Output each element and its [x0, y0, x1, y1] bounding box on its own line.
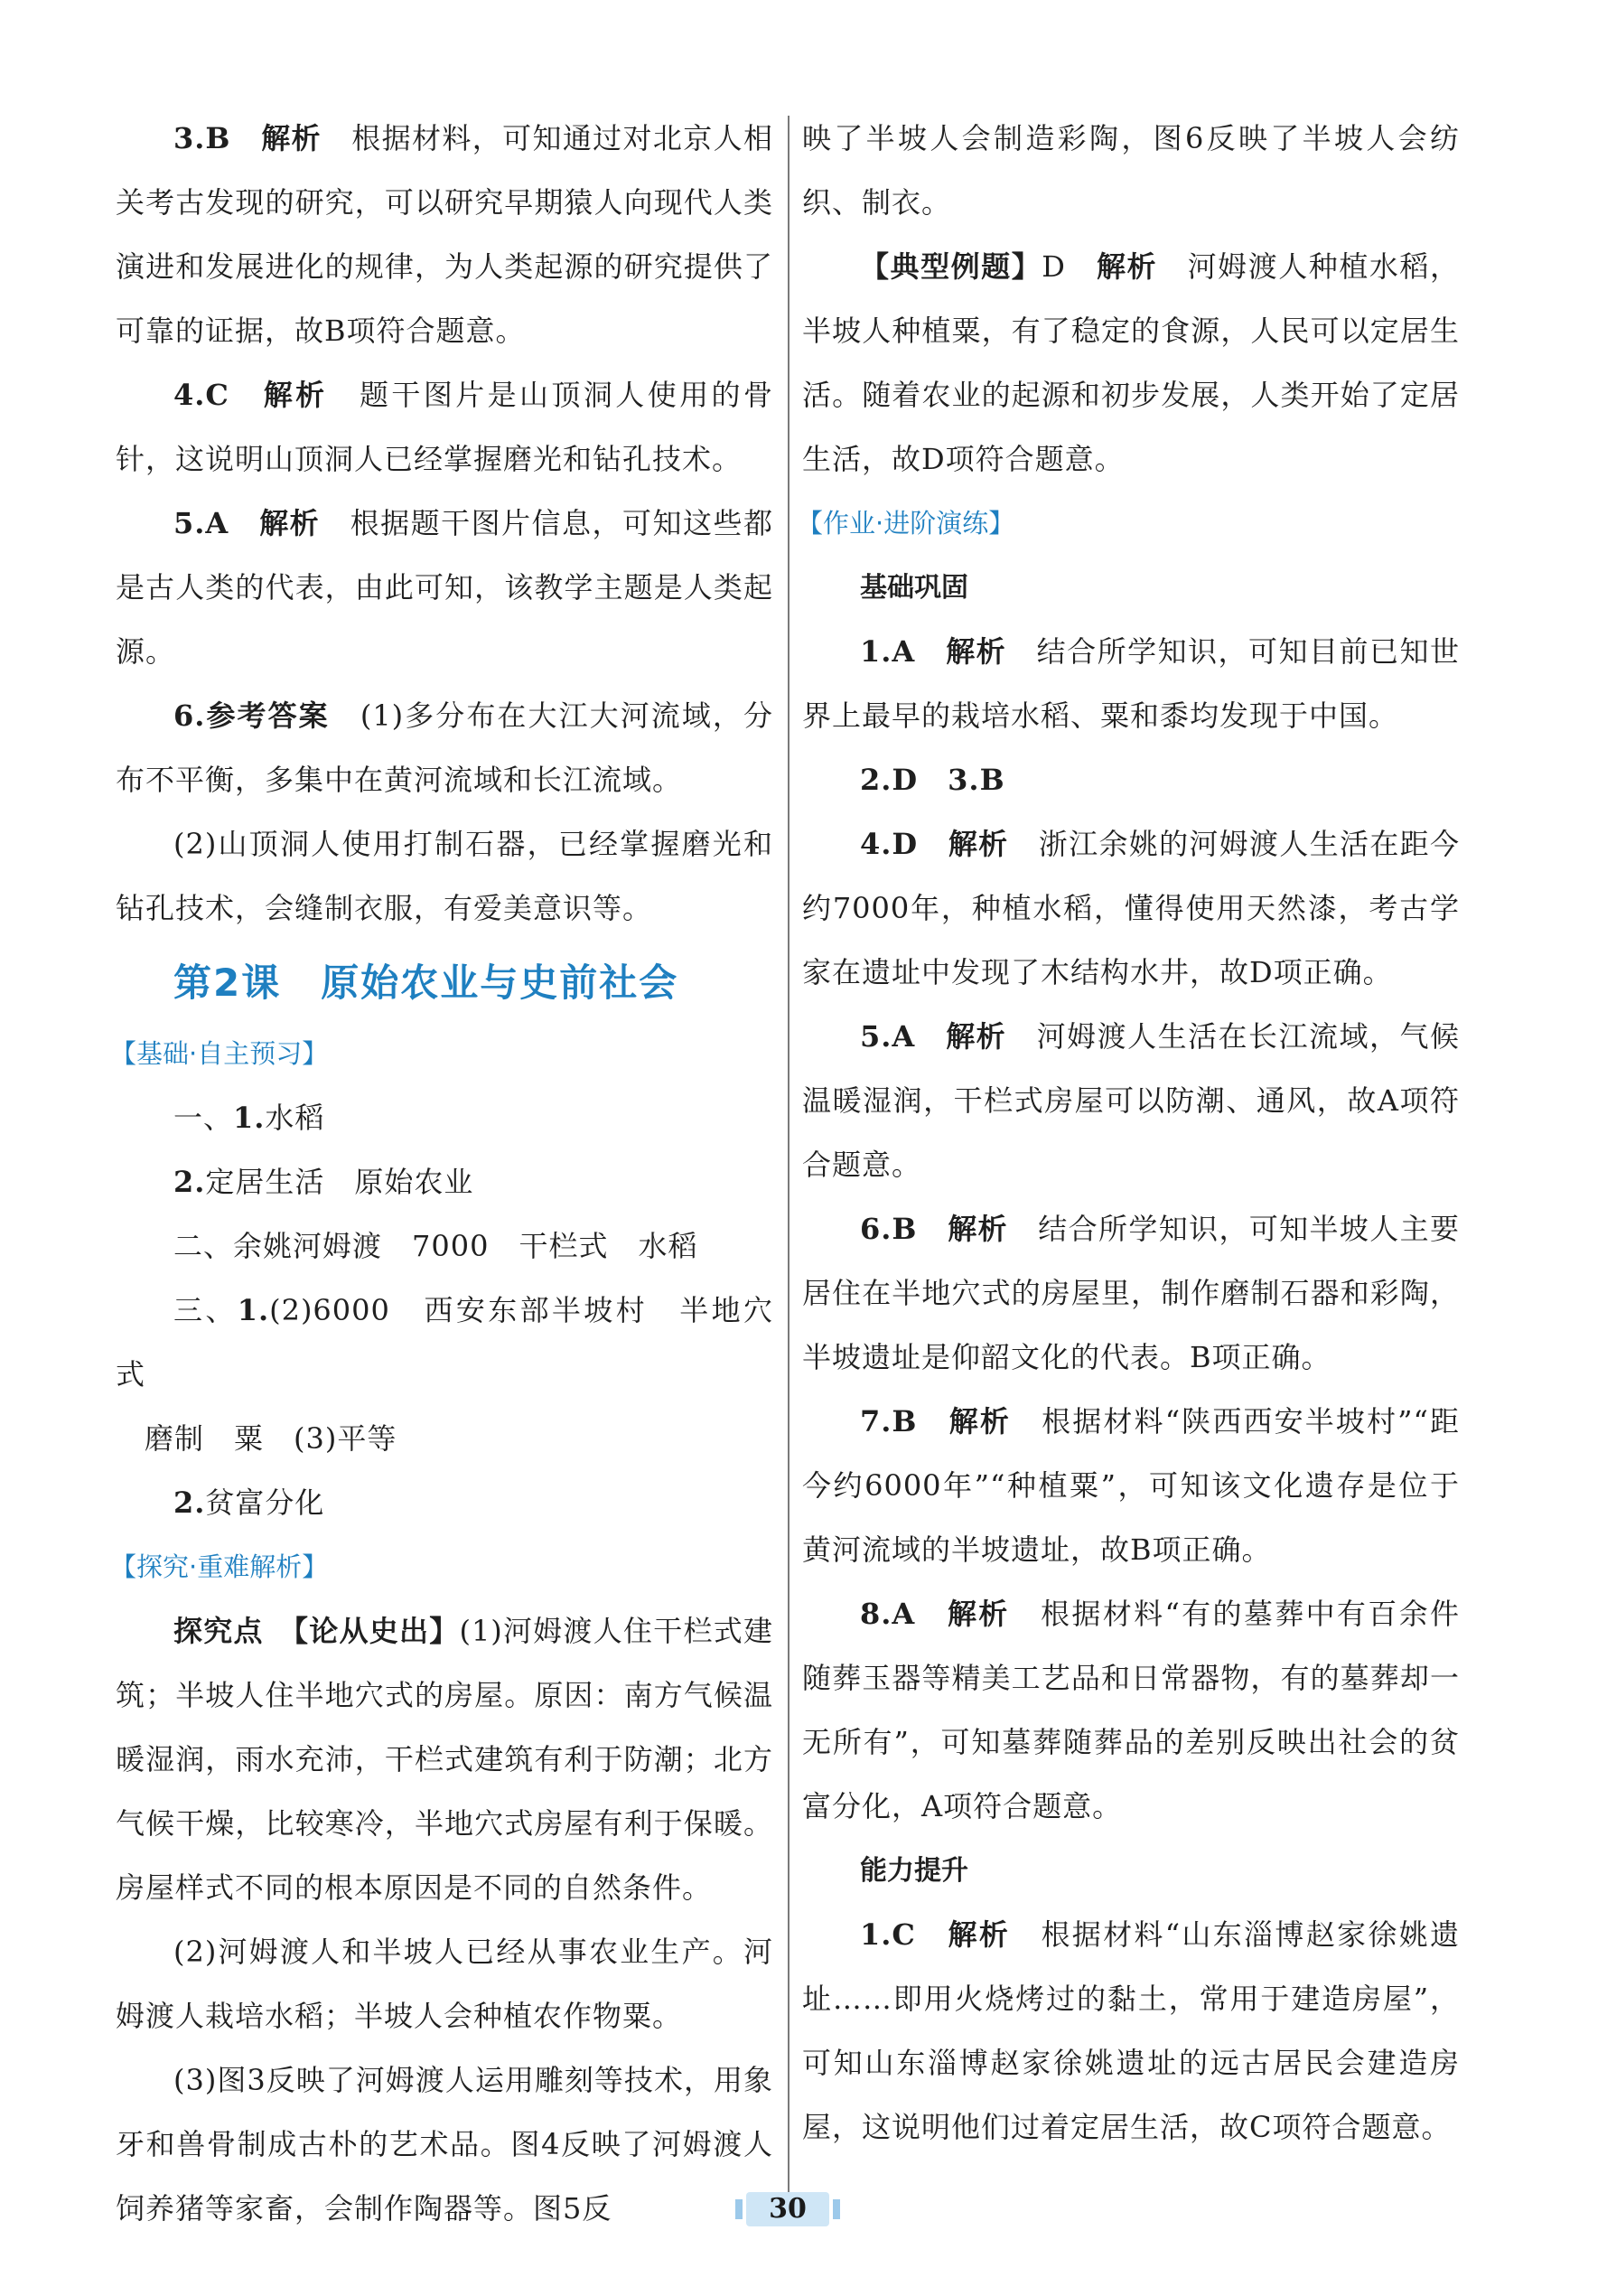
page-number: 30 [746, 2192, 829, 2226]
analysis-label: 解析 [947, 1597, 1010, 1631]
answer-number: 1.C [860, 1917, 916, 1952]
answer-number: 8.A [860, 1597, 916, 1631]
subheading-basic: 基础巩固 [860, 572, 968, 604]
explore-p3: (3)图3反映了河姆渡人运用雕刻等技术，用象牙和兽骨制成古朴的艺术品。图4反映了河姆渡人饲养猪等家畜，会制作陶器等。图5反 [116, 2063, 773, 2226]
analysis-label: 解析 [261, 121, 322, 155]
analysis-label: 解析 [1097, 249, 1158, 284]
answer-q6-part2: (2)山顶洞人使用打制石器，已经掌握磨光和钻孔技术，会缝制衣服，有爱美意识等。 [116, 827, 773, 925]
analysis-label: 解析 [948, 1212, 1008, 1246]
answer-q5 [116, 492, 773, 684]
column-divider [788, 116, 789, 2212]
example-tag: 【典型例题】 [860, 249, 1042, 284]
analysis-label: 解析 [946, 1019, 1007, 1054]
analysis-label: 解析 [946, 634, 1007, 669]
typical-example [802, 235, 1460, 492]
answer-number: 6.B [860, 1212, 918, 1246]
answer-text: 题干图片是山顶洞人使用的骨针，这说明山顶洞人已经掌握磨光和钻孔技术。 [116, 378, 773, 476]
answer-q3 [116, 107, 773, 363]
subheading-ability: 能力提升 [860, 1855, 968, 1887]
basic-prefix: 三、 [173, 1293, 238, 1327]
answer-q6 [116, 684, 773, 812]
section-header-basic: 【基础·自主预习】 [110, 1038, 329, 1069]
explore-tag: 【论从史出】 [293, 1614, 460, 1648]
hw-item-6 [802, 1197, 1460, 1390]
basic-text: 定居生活 原始农业 [205, 1165, 474, 1199]
answer-text: 根据材料“陕西西安半坡村”“距今约6000年”“种植粟”，可知该文化遗存是位于黄河流域的半坡遗址，故B项正确。 [802, 1404, 1460, 1567]
answer-number: 3.B [173, 121, 231, 155]
basic-line-4 [116, 1279, 773, 1407]
basic-number: 2. [173, 1485, 206, 1520]
analysis-label: 解析 [263, 378, 328, 412]
left-column [110, 107, 773, 2241]
answer-text: 根据材料“有的墓葬中有百余件随葬玉器等精美工艺品和日常器物，有的墓葬却一无所有”，可知墓葬随葬品的差别反映出社会的贫富分化，A项符合题意。 [802, 1597, 1460, 1823]
basic-line-5 [116, 1471, 773, 1535]
hw-item-7 [802, 1390, 1460, 1582]
section-header-homework: 【作业·进阶演练】 [797, 508, 1015, 539]
hw-item-5 [802, 1005, 1460, 1197]
basic-line-2 [116, 1150, 773, 1214]
answer-number: 1.A [860, 634, 916, 669]
answer-text: 结合所学知识，可知目前已知世界上最早的栽培水稻、粟和黍均发现于中国。 [802, 634, 1460, 733]
explore-p2: (2)河姆渡人和半坡人已经从事农业生产。河姆渡人栽培水稻；半坡人会种植农作物粟。 [116, 1935, 773, 2033]
analysis-label: 解析 [259, 506, 321, 540]
basic-text: 贫富分化 [205, 1485, 325, 1520]
reference-answer-label: 参考答案 [205, 698, 330, 733]
answer-text: (1)多分布在大江大河流域，分布不平衡，多集中在黄河流域和长江流域。 [116, 698, 773, 797]
basic-line-3 [116, 1214, 773, 1279]
basic-text: (2)6000 西安东部半坡村 半地穴式 [116, 1293, 773, 1392]
analysis-label: 解析 [948, 1404, 1012, 1439]
basic-text: 水稻 [265, 1101, 325, 1135]
answer-number: 4.C [173, 378, 229, 412]
answer-q4 [116, 363, 773, 492]
basic-line-4-cont: 磨制 粟 (3)平等 [145, 1421, 397, 1456]
basic-number: 2. [173, 1165, 206, 1199]
answer-text: 河姆渡人生活在长江流域，气候温暖湿润，干栏式房屋可以防潮、通风，故A项符合题意。 [802, 1019, 1460, 1182]
answer-number: 7.B [860, 1404, 918, 1439]
answer-text: 根据材料，可知通过对北京人相关考古发现的研究，可以研究早期猿人向现代人类演进和发展进化的规律，为人类起源的研究提供了可靠的证据，故B项符合题意。 [116, 121, 773, 348]
answer-text: 浙江余姚的河姆渡人生活在距今约7000年，种植水稻，懂得使用天然漆，考古学家在遗址中发现了木结构水井，故D项正确。 [802, 827, 1460, 989]
answer-number: 6. [173, 698, 206, 733]
answer-number: 2.D 3.B [860, 763, 1005, 797]
basic-prefix: 二、 [173, 1229, 234, 1263]
section-header-explore: 【探究·重难解析】 [110, 1551, 329, 1582]
hw-item-2 [802, 748, 1460, 812]
answer-text: 根据材料“山东淄博赵家徐姚遗址……即用火烧烤过的黏土，常用于建造房屋”，可知山东淄博赵家徐姚遗址的远古居民会建造房屋，这说明他们过着定居生活，故C项符合题意。 [802, 1917, 1460, 2144]
explore-p3-cont: 映了半坡人会制造彩陶，图6反映了半坡人会纺织、制衣。 [802, 121, 1460, 220]
analysis-label: 解析 [948, 1917, 1011, 1952]
basic-number: 1. [237, 1293, 270, 1327]
basic-number: 1. [233, 1101, 266, 1135]
answer-number: 5.A [173, 506, 229, 540]
basic-prefix: 一、 [173, 1101, 234, 1135]
hw-item-1 [802, 620, 1460, 748]
hw-item-4 [802, 812, 1460, 1005]
example-text: 河姆渡人种植水稻，半坡人种植粟，有了稳定的食源，人民可以定居生活。随着农业的起源和初步发展，人类开始了定居生活，故D项符合题意。 [802, 249, 1460, 476]
example-answer: D [1042, 249, 1066, 284]
answer-number: 5.A [860, 1019, 916, 1054]
ability-item-1 [802, 1903, 1460, 2160]
answer-number: 4.D [860, 827, 919, 861]
answer-text: 结合所学知识，可知半坡人主要居住在半地穴式的房屋里，制作磨制石器和彩陶，半坡遗址是仰韶文化的代表。B项正确。 [802, 1212, 1460, 1374]
analysis-label: 解析 [948, 827, 1009, 861]
basic-text: 余姚河姆渡 7000 干栏式 水稻 [233, 1229, 698, 1263]
explore-p1 [116, 1599, 773, 1920]
right-column [797, 107, 1460, 2160]
hw-item-8 [802, 1582, 1460, 1839]
explore-label: 探究点 [173, 1614, 264, 1648]
basic-line-1 [116, 1086, 773, 1150]
answer-text: 根据题干图片信息，可知这些都是古人类的代表，由此可知，该教学主题是人类起源。 [116, 506, 773, 669]
explore-text: (1)河姆渡人住干栏式建筑；半坡人住半地穴式的房屋。原因：南方气候温暖湿润，雨水充沛，干栏式建筑有利于防潮；北方气候干燥，比较寒冷，半地穴式房屋有利于保暖。房屋样式不同的根本原因是不同的自然条件。 [116, 1614, 773, 1905]
lesson-title: 第2课 原始农业与史前社会 [173, 961, 679, 1005]
